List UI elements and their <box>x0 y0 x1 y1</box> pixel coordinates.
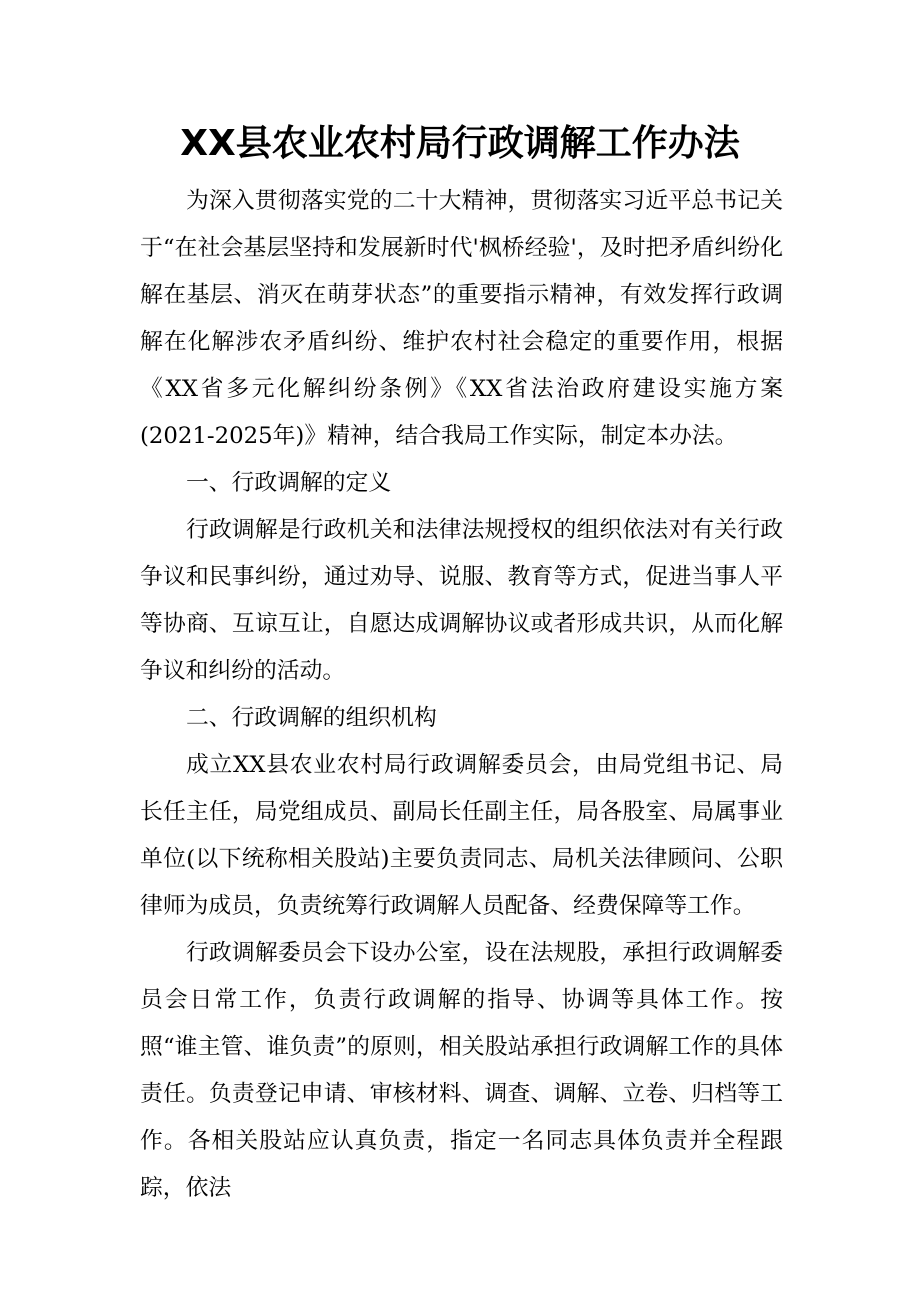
section-heading-organization: 二、行政调解的组织机构 <box>186 705 437 731</box>
definition-paragraph: 行政调解是行政机关和法律法规授权的组织依法对有关行政争议和民事纠纷，通过劝导、说服、教育等方式，促进当事人平等协商、互谅互让，自愿达成调解协议或者形成共识，从而化解争议和纠纷的活动。 <box>140 517 783 684</box>
section-heading-definition: 一、行政调解的定义 <box>186 470 392 496</box>
committee-paragraph: 成立XX县农业农村局行政调解委员会，由局党组书记、局长任主任，局党组成员、副局长任副主任，局各股室、局属事业单位(以下统称相关股站)主要负责同志、局机关法律顾问、公职律师为成员，负责统筹行政调解人员配备、经费保障等工作。 <box>140 752 783 919</box>
document-body <box>140 178 783 1212</box>
document-title: XX县农业农村局行政调解工作办法 <box>180 123 740 164</box>
intro-paragraph: 为深入贯彻落实党的二十大精神，贯彻落实习近平总书记关于“在社会基层坚持和发展新时代'枫桥经验'，及时把矛盾纠纷化解在基层、消灭在萌芽状态”的重要指示精神，有效发挥行政调解在化解涉农矛盾纠纷、维护农村社会稳定的重要作用，根据《XX省多元化解纠纷条例》《XX省法治政府建设实施方案(2021-2025年)》精神，结合我局工作实际，制定本办法。 <box>140 188 783 449</box>
office-paragraph: 行政调解委员会下设办公室，设在法规股，承担行政调解委员会日常工作，负责行政调解的指导、协调等具体工作。按照“谁主管、谁负责”的原则，相关股站承担行政调解工作的具体责任。负责登记申请、审核材料、调查、调解、立卷、归档等工作。各相关股站应认真负责，指定一名同志具体负责并全程跟踪，依法 <box>140 940 783 1201</box>
